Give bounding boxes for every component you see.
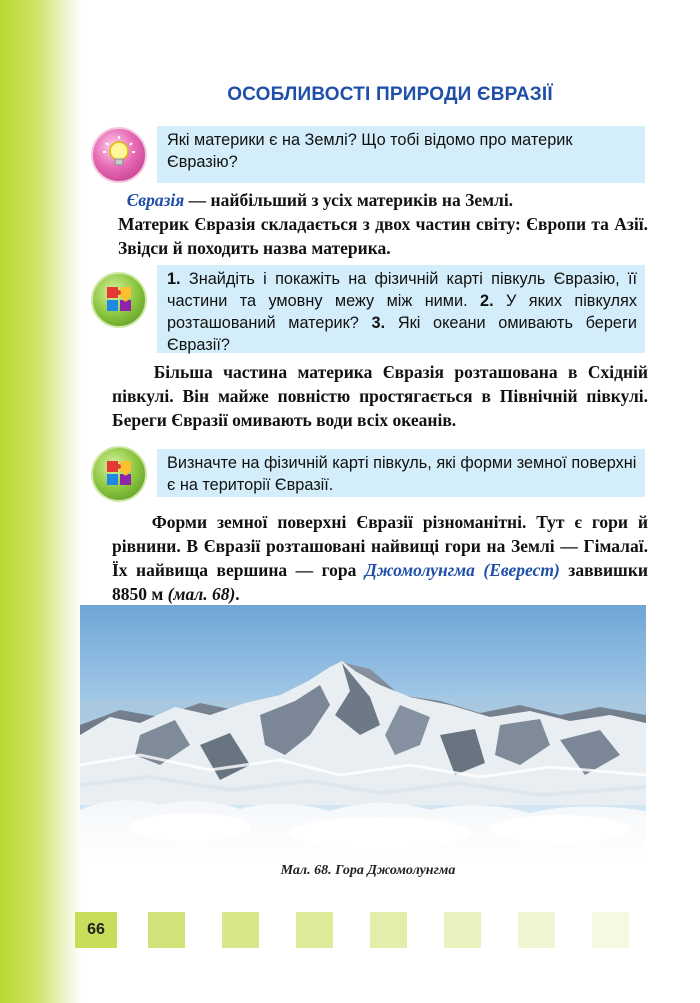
paragraph-location <box>112 360 648 432</box>
paragraph3-part2: заввишки 8850 м <box>112 560 649 604</box>
paragraph2-text: Більша частина материка Євразія розташована в Східній півкулі. Він майже повністю простягається в Північній півкулі. Береги Євразії омивають води всіх океанів. <box>112 362 649 430</box>
footer-square <box>296 912 333 948</box>
lightbulb-icon <box>91 127 147 183</box>
footer-square <box>592 912 629 948</box>
task1-text2: У яких півкулях розташований материк? <box>167 292 638 332</box>
footer-square <box>370 912 407 948</box>
paragraph1-line1: — найбільший з усіх материків на Землі. <box>184 190 514 210</box>
task1-num3: 3. <box>371 314 386 332</box>
task1-text3: Які океани омивають береги Євразії? <box>167 314 637 354</box>
left-decorative-band <box>0 0 82 1003</box>
puzzle-icon <box>91 446 147 502</box>
footer-square <box>444 912 481 948</box>
footer-square <box>148 912 185 948</box>
puzzle-icon <box>91 272 147 328</box>
task1-text1: Знайдіть і покажіть на фізичній карті півкуль Євразію, її частини та умовну межу між ними. <box>167 270 637 310</box>
figure-reference: (мал. 68) <box>167 584 236 604</box>
task1-num2: 2. <box>480 292 494 310</box>
page-title: ОСОБЛИВОСТІ ПРИРОДИ ЄВРАЗІЇ <box>227 84 553 105</box>
figure-caption: Мал. 68. Гора Джомолунгма <box>280 863 456 878</box>
term-everest: Джомолунгма (Еверест) <box>364 560 560 580</box>
footer-square <box>518 912 555 948</box>
paragraph3-part1: Форми земної поверхні Євразії різноманітні. Тут є гори й рівнини. В Євразії розташовані найвищі гори на Землі — Гімалаї. Їх найвища вершина — гора <box>112 512 648 580</box>
paragraph-landforms <box>112 510 648 606</box>
footer-square <box>222 912 259 948</box>
task-box-2 <box>157 449 645 497</box>
paragraph-eurasia-intro <box>118 188 648 260</box>
task1-num1: 1. <box>167 270 181 288</box>
paragraph1-line2: Материк Євразія складається з двох частин світу: Європи та Азії. Звідси й походить назва материка. <box>118 214 648 258</box>
question-text-1: Які материки є на Землі? Що тобі відомо про материк Євразію? <box>167 131 573 171</box>
task2-text: Визначте на фізичній карті півкуль, які форми земної поверхні є на території Євразії. <box>167 454 637 494</box>
task-box-1 <box>157 265 645 353</box>
everest-photo <box>80 605 646 860</box>
page-number: 66 <box>75 912 117 948</box>
paragraph3-part3: . <box>235 584 240 604</box>
question-box-1 <box>157 126 645 183</box>
term-eurasia: Євразія <box>126 190 185 210</box>
